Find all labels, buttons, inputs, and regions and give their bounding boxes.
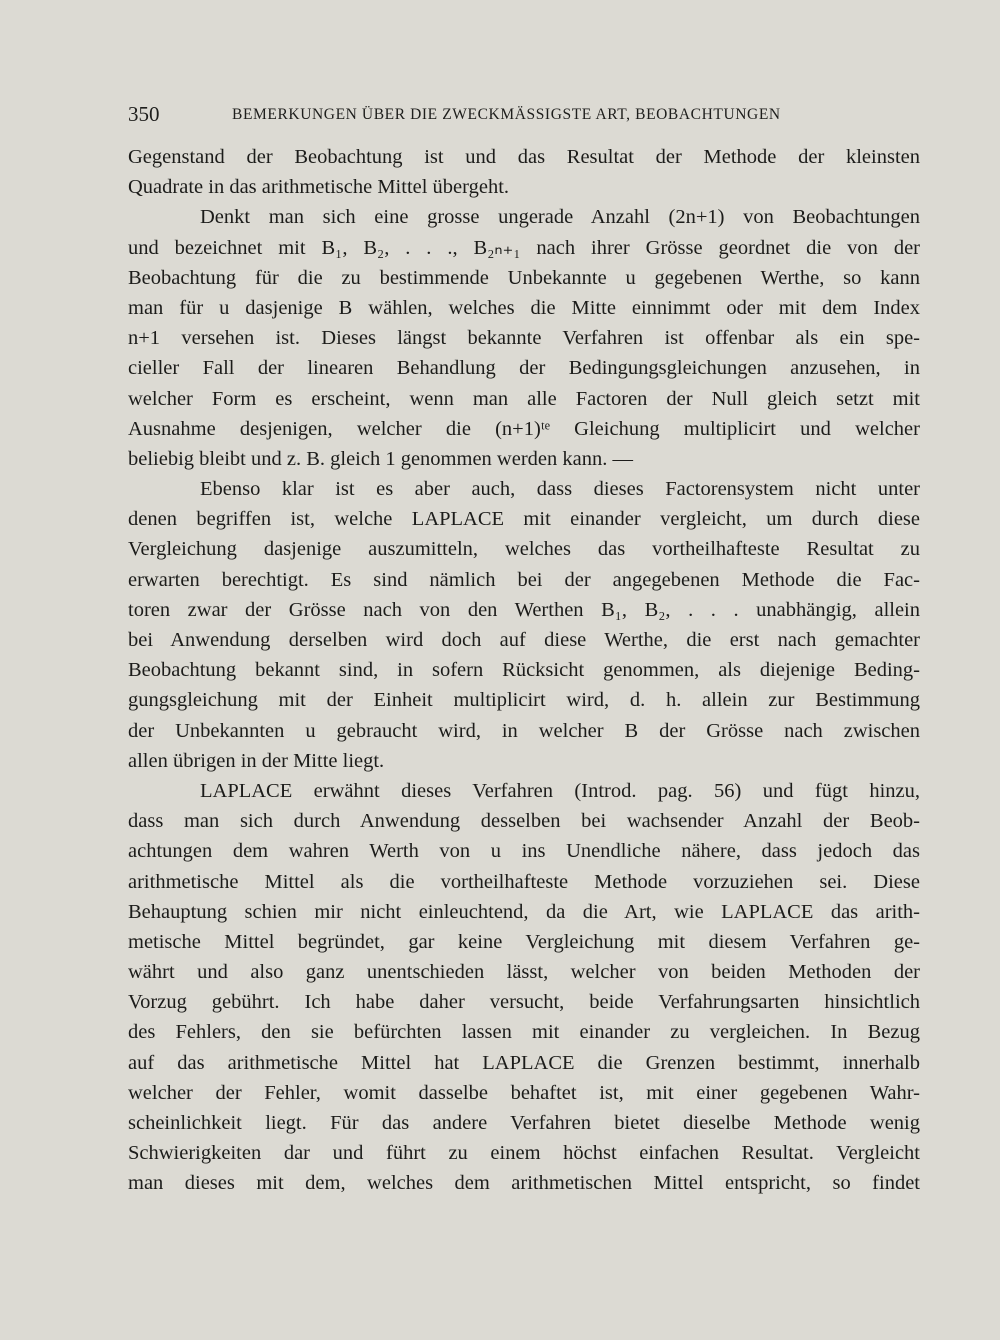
text-line: und bezeichnet mit B₁, B₂, . . ., B₂ₙ₊₁ nach ihrer Grösse geordnet die von der bbox=[128, 236, 920, 259]
text-line: Ausnahme desjenigen, welcher die (n+1)ᵗᵉ Gleichung multiplicirt und welcher bbox=[128, 417, 920, 440]
text-line: man dieses mit dem, welches dem arithmetischen Mittel entspricht, so findet bbox=[128, 1172, 920, 1195]
text-line: Vergleichung dasjenige auszumitteln, welches das vortheilhafteste Resultat zu bbox=[128, 538, 920, 561]
page-number: 350 bbox=[128, 102, 160, 126]
text-line: Quadrate in das arithmetische Mittel übergeht. bbox=[128, 176, 510, 199]
text-line: welcher Form es erscheint, wenn man alle Factoren der Null gleich setzt mit bbox=[128, 387, 920, 410]
text-line: denen begriffen ist, welche LAPLACE mit einander vergleicht, um durch diese bbox=[128, 508, 920, 531]
text-line: welcher der Fehler, womit dasselbe behaftet ist, mit einer gegebenen Wahr- bbox=[128, 1081, 920, 1104]
body-text bbox=[128, 142, 920, 1199]
text-line: allen übrigen in der Mitte liegt. bbox=[128, 749, 385, 772]
text-line: erwarten berechtigt. Es sind nämlich bei der angegebenen Methode die Fac- bbox=[128, 568, 920, 591]
text-line: cieller Fall der linearen Behandlung der Bedingungsgleichungen anzusehen, in bbox=[128, 357, 920, 380]
text-line: Vorzug gebührt. Ich habe daher versucht, beide Verfahrungsarten hinsichtlich bbox=[128, 991, 920, 1014]
text-line: währt und also ganz unentschieden lässt, welcher von beiden Methoden der bbox=[128, 961, 920, 984]
text-line: Behauptung schien mir nicht einleuchtend, da die Art, wie LAPLACE das arith- bbox=[128, 900, 920, 923]
text-line: n+1 versehen ist. Dieses längst bekannte Verfahren ist offenbar als ein spe- bbox=[128, 327, 920, 350]
text-line: LAPLACE erwähnt dieses Verfahren (Introd. pag. 56) und fügt hinzu, bbox=[200, 779, 920, 802]
text-line: beliebig bleibt und z. B. gleich 1 genommen werden kann. — bbox=[128, 447, 633, 470]
text-line: dass man sich durch Anwendung desselben bei wachsender Anzahl der Beob- bbox=[128, 810, 920, 833]
text-line: Gegenstand der Beobachtung ist und das Resultat der Methode der kleinsten bbox=[128, 146, 920, 168]
text-line: bei Anwendung derselben wird doch auf diese Werthe, die erst nach gemachter bbox=[128, 629, 920, 651]
text-line: des Fehlers, den sie befürchten lassen mit einander zu vergleichen. In Bezug bbox=[128, 1021, 920, 1044]
text-line: Beobachtung bekannt sind, in sofern Rücksicht genommen, als diejenige Beding- bbox=[128, 659, 920, 682]
text-line: toren zwar der Grösse nach von den Werthen B₁, B₂, . . . unabhängig, allein bbox=[128, 598, 920, 621]
text-line: Schwierigkeiten dar und führt zu einem höchst einfachen Resultat. Vergleicht bbox=[128, 1142, 920, 1165]
text-line: arithmetische Mittel als die vortheilhafteste Methode vorzuziehen sei. Diese bbox=[128, 870, 920, 893]
text-line: Beobachtung für die zu bestimmende Unbekannte u gegebenen Werthe, so kann bbox=[128, 266, 920, 289]
text-line: Ebenso klar ist es aber auch, dass dieses Factorensystem nicht unter bbox=[200, 478, 920, 501]
text-line: gungsgleichung mit der Einheit multiplicirt wird, d. h. allein zur Bestimmung bbox=[128, 689, 920, 712]
text-line: Denkt man sich eine grosse ungerade Anzahl (2n+1) von Beobachtungen bbox=[200, 206, 920, 229]
text-line: auf das arithmetische Mittel hat LAPLACE die Grenzen bestimmt, innerhalb bbox=[128, 1051, 920, 1074]
text-line: scheinlichkeit liegt. Für das andere Verfahren bietet dieselbe Methode wenig bbox=[128, 1112, 920, 1134]
text-line: man für u dasjenige B wählen, welches die Mitte einnimmt oder mit dem Index bbox=[128, 296, 920, 319]
running-head: BEMERKUNGEN ÜBER DIE ZWECKMÄSSIGSTE ART, BEOBACHTUNGEN bbox=[232, 106, 781, 123]
text-line: der Unbekannten u gebraucht wird, in welcher B der Grösse nach zwischen bbox=[128, 719, 920, 742]
page-header bbox=[128, 102, 920, 130]
text-line: achtungen dem wahren Werth von u ins Unendliche nähere, dass jedoch das bbox=[128, 840, 920, 863]
text-line: metische Mittel begründet, gar keine Vergleichung mit diesem Verfahren ge- bbox=[128, 930, 920, 953]
